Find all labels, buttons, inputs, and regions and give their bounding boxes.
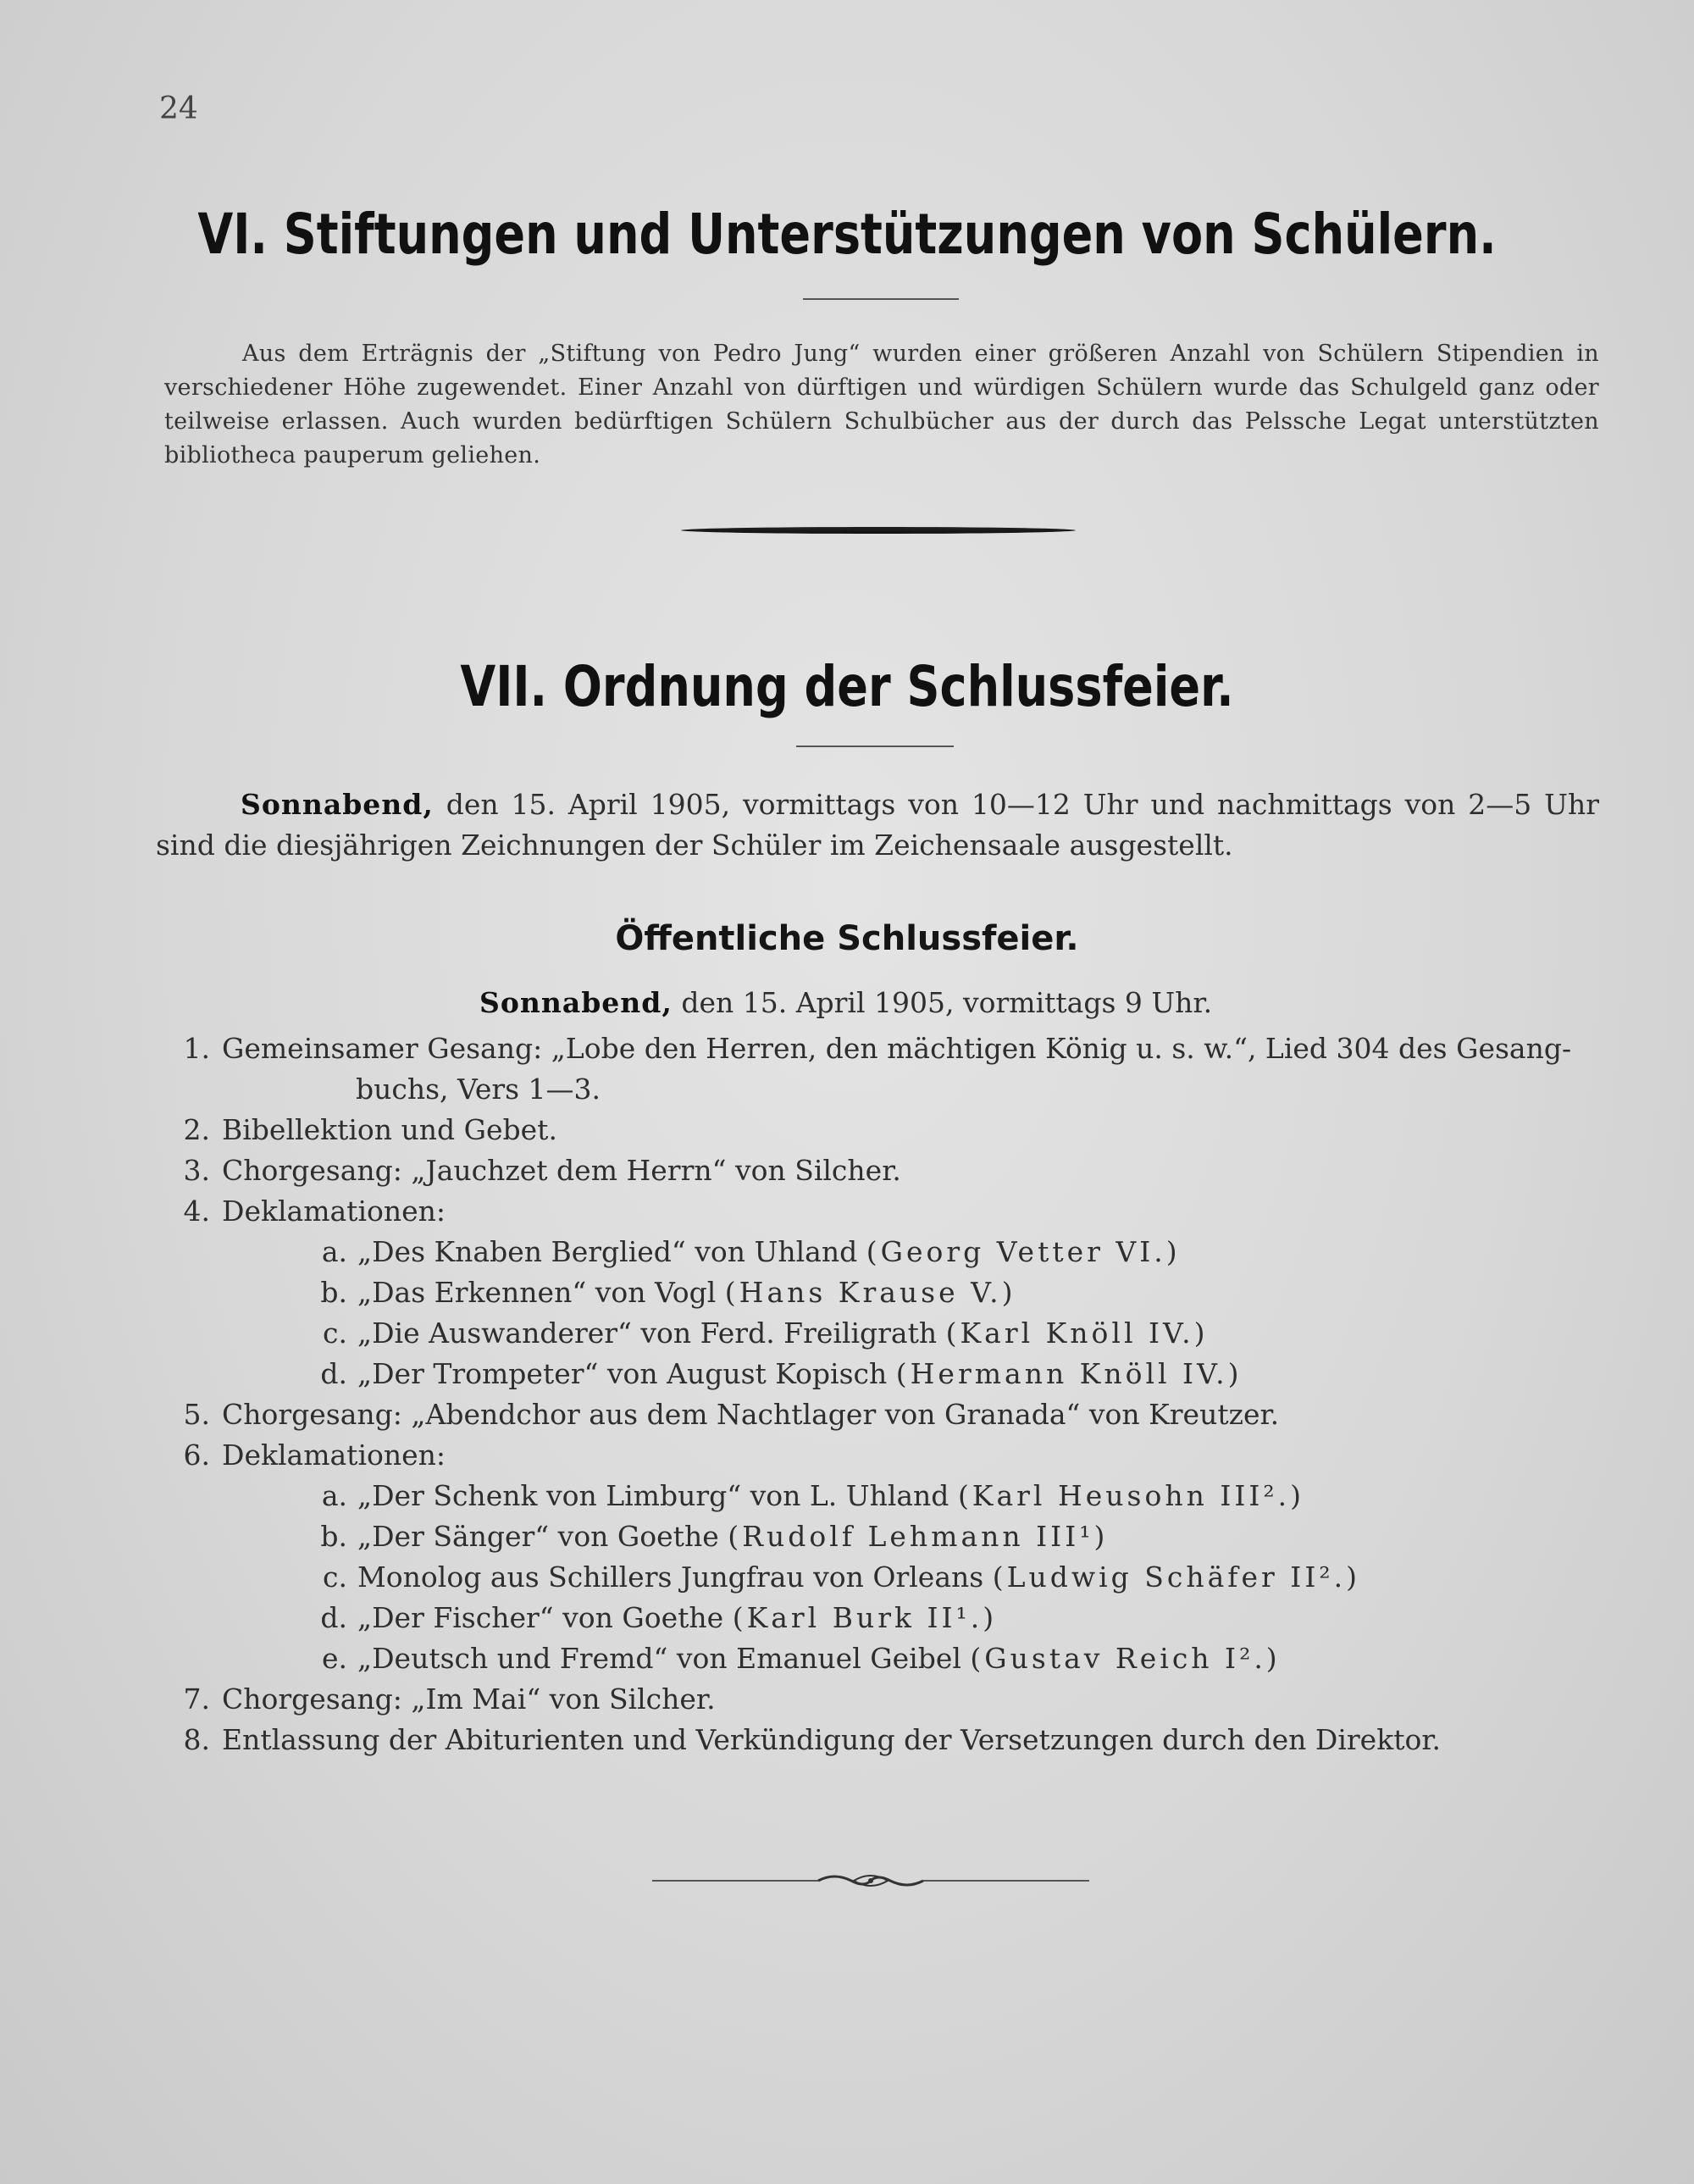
subitem-text: „Der Fischer“ von Goethe — [357, 1601, 724, 1634]
item-number: 6. — [183, 1438, 210, 1472]
subitem-letter: b. — [320, 1520, 347, 1553]
subitem-text: „Der Sänger“ von Goethe — [357, 1520, 719, 1553]
performer: (Karl Heusohn III².) — [957, 1479, 1305, 1512]
section-vi-paragraph — [164, 337, 1599, 473]
section-vii-heading: VII. Ordnung der Schlussfeier. — [460, 654, 1234, 719]
item-text: Bibellektion und Gebet. — [222, 1113, 557, 1146]
item-number: 4. — [183, 1195, 210, 1228]
subitem-letter: e. — [321, 1642, 347, 1675]
subitem-letter: b. — [320, 1276, 347, 1309]
ceremony-day: Sonnabend, — [479, 986, 673, 1019]
section-vi-text: Aus dem Erträgnis der „Stiftung von Pedro Jung“ wurden einer größeren Anzahl von Schülern Stipendien in verschiedener Höhe zugewendet. Einer Anzahl von dürftigen und würdigen Schülern wurde das Schulgeld ganz oder teilweise erlassen. Auch wurden bedürftigen Schülern Schulbücher aus der durch das Pelssche Legat unterstützten bibliotheca pauperum geliehen. — [164, 341, 1599, 468]
item-number: 8. — [183, 1723, 210, 1756]
item-text: Chorgesang: „Jauchzet dem Herrn“ von Silcher. — [222, 1154, 901, 1187]
ceremony-subheading: Öffentliche Schlussfeier. — [615, 919, 1079, 958]
item-text: buchs, Vers 1—3. — [356, 1073, 601, 1106]
item-text: Gemeinsamer Gesang: „Lobe den Herren, den mächtigen König u. s. w.“, Lied 304 des Gesang- — [222, 1032, 1572, 1065]
item-text: Chorgesang: „Im Mai“ von Silcher. — [222, 1682, 716, 1716]
ceremony-date-line — [479, 986, 1212, 1019]
subitem-letter: d. — [320, 1601, 347, 1634]
subitem-text: Monolog aus Schillers Jungfrau von Orleans — [357, 1560, 984, 1594]
subitem-text: „Der Trompeter“ von August Kopisch — [357, 1357, 888, 1390]
performer: (Rudolf Lehmann III¹) — [728, 1520, 1109, 1553]
item-number: 1. — [183, 1032, 210, 1065]
item-number: 2. — [183, 1113, 210, 1146]
subitem-text: „Das Erkennen“ von Vogl — [357, 1276, 717, 1309]
subitem-letter: a. — [321, 1479, 347, 1512]
performer: (Gustav Reich I².) — [970, 1642, 1281, 1675]
subitem-letter: a. — [321, 1235, 347, 1268]
performer: (Ludwig Schäfer II².) — [992, 1560, 1360, 1594]
section-vi-heading: VI. Stiftungen und Unterstützungen von Schülern. — [197, 202, 1497, 267]
subitem-text: „Die Auswanderer“ von Ferd. Freiligrath — [357, 1316, 938, 1350]
page-number: 24 — [159, 91, 198, 126]
subitem-text: „Des Knaben Berglied“ von Uhland — [357, 1235, 858, 1268]
ceremony-date: den 15. April 1905, vormittags 9 Uhr. — [672, 986, 1213, 1019]
performer: (Karl Knöll IV.) — [945, 1316, 1209, 1350]
subitem-text: „Deutsch und Fremd“ von Emanuel Geibel — [357, 1642, 961, 1675]
intro-text: den 15. April 1905, vormittags von 10—12 Uhr und nachmittags von 2—5 Uhr sind die diesjährigen Zeichnungen der Schüler im Zeichensaale ausgestellt. — [156, 788, 1599, 862]
item-text: Chorgesang: „Abendchor aus dem Nachtlager von Granada“ von Kreutzer. — [222, 1398, 1280, 1431]
performer: (Hermann Knöll IV.) — [895, 1357, 1243, 1390]
item-number: 5. — [183, 1398, 210, 1431]
intro-day: Sonnabend, — [241, 788, 434, 821]
subitem-letter: c. — [323, 1316, 347, 1350]
subitem-letter: c. — [323, 1560, 347, 1594]
item-number: 3. — [183, 1154, 210, 1187]
item-text: Entlassung der Abiturienten und Verkündigung der Versetzungen durch den Direktor. — [222, 1723, 1441, 1756]
section-vii-intro — [156, 784, 1599, 866]
performer: (Hans Krause V.) — [724, 1276, 1016, 1309]
performer: (Georg Vetter VI.) — [866, 1235, 1181, 1268]
section-divider — [681, 527, 1076, 534]
program-item-continuation — [356, 1069, 601, 1110]
subitem-text: „Der Schenk von Limburg“ von L. Uhland — [357, 1479, 949, 1512]
heading-underline-rule — [803, 298, 959, 300]
item-number: 7. — [183, 1682, 210, 1716]
ornamental-divider — [652, 1864, 1089, 1898]
heading-underline-rule — [796, 746, 954, 747]
subitem-letter: d. — [320, 1357, 347, 1390]
performer: (Karl Burk II¹.) — [732, 1601, 998, 1634]
item-text: Deklamationen: — [222, 1195, 446, 1228]
item-text: Deklamationen: — [222, 1438, 446, 1472]
